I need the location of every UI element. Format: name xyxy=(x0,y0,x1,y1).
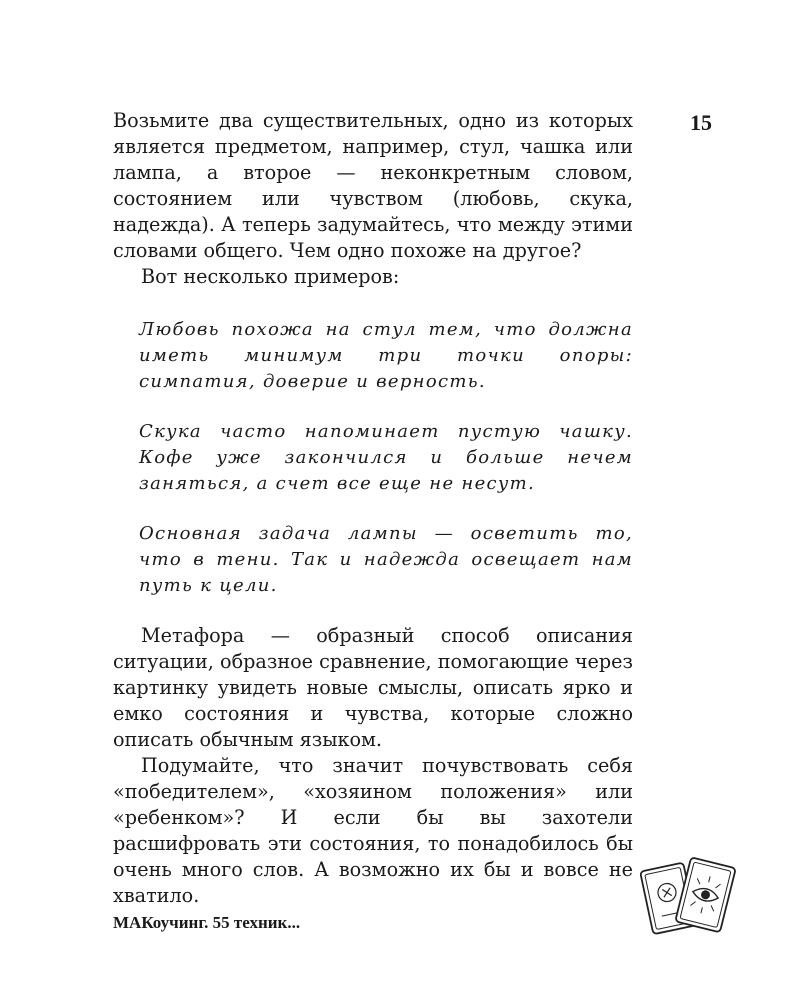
example-quote-3: Основная задача лампы — осветить то, что в тени. Так и надежда освещает нам путь к цели. xyxy=(139,523,633,596)
text-column xyxy=(113,108,633,909)
examples-block xyxy=(139,317,633,599)
example-quote-2: Скука часто напоминает пустую чашку. Кофе уже закончился и больше нечем заняться, а счет все еще не несут. xyxy=(139,421,633,494)
example-quote-1: Любовь похожа на стул тем, что должна иметь минимум три точки опоры: симпатия, доверие и верность. xyxy=(139,319,633,392)
page-number: 15 xyxy=(690,110,712,135)
intro-paragraph-1: Возьмите два существительных, одно из которых является предметом, например, стул, чашка или лампа, а второе — неконкретным словом, состоянием или чувством (любовь, скука, надежда). А теперь задумайтесь, что между этими словами общего. Чем одно похоже на другое? xyxy=(113,109,633,262)
intro-paragraph-2: Вот несколько примеров: xyxy=(141,265,400,288)
tarot-cards-icon xyxy=(640,852,740,942)
main-paragraph-2: Подумайте, что значит почувствовать себя «победителем», «хозяином положения» или «ребенком»? И если бы вы захотели расшифровать эти состояния, то понадобилось бы очень много слов. А возможно их бы и вовсе не хватило. xyxy=(113,754,633,907)
main-paragraph-1: Метафора — образный способ описания ситуации, образное сравнение, помогающие через картинку увидеть новые смыслы, описать ярко и емко состояния и чувства, которые сложно описать обычным языком. xyxy=(113,624,633,751)
running-footer-title: МАКоучинг. 55 техник... xyxy=(113,913,301,932)
